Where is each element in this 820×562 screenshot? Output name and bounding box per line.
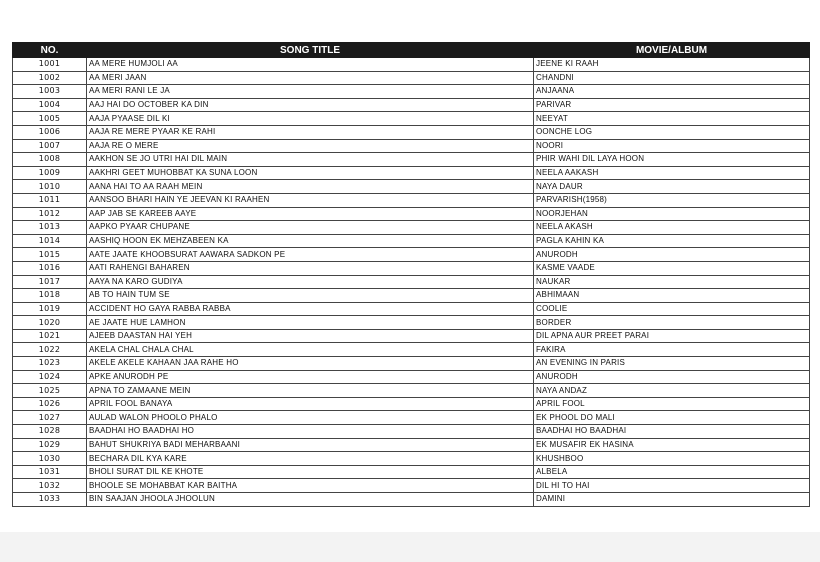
movie-album: EK MUSAFIR EK HASINA xyxy=(534,438,810,452)
movie-album: NAYA DAUR xyxy=(534,180,810,194)
song-number: 1023 xyxy=(13,357,87,371)
table-row xyxy=(13,465,810,479)
table-row xyxy=(13,479,810,493)
song-number: 1027 xyxy=(13,411,87,425)
song-title: BECHARA DIL KYA KARE xyxy=(87,452,534,466)
song-title: AA MERI RANI LE JA xyxy=(87,85,534,99)
movie-album: OONCHE LOG xyxy=(534,125,810,139)
table-row xyxy=(13,261,810,275)
song-number: 1032 xyxy=(13,479,87,493)
footer-band xyxy=(0,532,820,562)
movie-album: COOLIE xyxy=(534,302,810,316)
song-title: AAP JAB SE KAREEB AAYE xyxy=(87,207,534,221)
table-row xyxy=(13,207,810,221)
song-title: AKELE AKELE KAHAAN JAA RAHE HO xyxy=(87,357,534,371)
song-title: AATI RAHENGI BAHAREN xyxy=(87,261,534,275)
table-row xyxy=(13,452,810,466)
song-title: APKE ANURODH PE xyxy=(87,370,534,384)
movie-album: PAGLA KAHIN KA xyxy=(534,234,810,248)
song-title: AAJA PYAASE DIL KI xyxy=(87,112,534,126)
song-title: AATE JAATE KHOOBSURAT AAWARA SADKON PE xyxy=(87,248,534,262)
song-number: 1013 xyxy=(13,221,87,235)
song-title: BAHUT SHUKRIYA BADI MEHARBAANI xyxy=(87,438,534,452)
table-row xyxy=(13,425,810,439)
song-number: 1016 xyxy=(13,261,87,275)
movie-album: NOORI xyxy=(534,139,810,153)
song-title: BIN SAAJAN JHOOLA JHOOLUN xyxy=(87,493,534,507)
table-row xyxy=(13,71,810,85)
song-title: AAYA NA KARO GUDIYA xyxy=(87,275,534,289)
song-title: AA MERE HUMJOLI AA xyxy=(87,58,534,72)
song-title: AAKHON SE JO UTRI HAI DIL MAIN xyxy=(87,153,534,167)
table-row xyxy=(13,329,810,343)
table-row xyxy=(13,166,810,180)
song-rows xyxy=(13,58,810,507)
song-number: 1021 xyxy=(13,329,87,343)
song-number: 1020 xyxy=(13,316,87,330)
table-row xyxy=(13,493,810,507)
movie-album: NOORJEHAN xyxy=(534,207,810,221)
song-title: AANSOO BHARI HAIN YE JEEVAN KI RAAHEN xyxy=(87,193,534,207)
song-title: AKELA CHAL CHALA CHAL xyxy=(87,343,534,357)
song-number: 1019 xyxy=(13,302,87,316)
song-number: 1030 xyxy=(13,452,87,466)
song-title: AB TO HAIN TUM SE xyxy=(87,289,534,303)
song-title: BHOLI SURAT DIL KE KHOTE xyxy=(87,465,534,479)
movie-album: ABHIMAAN xyxy=(534,289,810,303)
song-title: AAPKO PYAAR CHUPANE xyxy=(87,221,534,235)
song-number: 1006 xyxy=(13,125,87,139)
table-row xyxy=(13,411,810,425)
song-number: 1017 xyxy=(13,275,87,289)
table-row xyxy=(13,370,810,384)
song-number: 1010 xyxy=(13,180,87,194)
movie-album: BORDER xyxy=(534,316,810,330)
song-title: AULAD WALON PHOOLO PHALO xyxy=(87,411,534,425)
song-title: AASHIQ HOON EK MEHZABEEN KA xyxy=(87,234,534,248)
movie-album: APRIL FOOL xyxy=(534,397,810,411)
table-row xyxy=(13,248,810,262)
song-title: AAKHRI GEET MUHOBBAT KA SUNA LOON xyxy=(87,166,534,180)
table-row xyxy=(13,438,810,452)
movie-album: NEELA AAKASH xyxy=(534,166,810,180)
movie-album: EK PHOOL DO MALI xyxy=(534,411,810,425)
song-number: 1007 xyxy=(13,139,87,153)
movie-album: PARVARISH(1958) xyxy=(534,193,810,207)
table-row xyxy=(13,384,810,398)
table-row xyxy=(13,302,810,316)
movie-album: NAYA ANDAZ xyxy=(534,384,810,398)
song-number: 1028 xyxy=(13,425,87,439)
song-title: APNA TO ZAMAANE MEIN xyxy=(87,384,534,398)
song-title: AANA HAI TO AA RAAH MEIN xyxy=(87,180,534,194)
song-title: AE JAATE HUE LAMHON xyxy=(87,316,534,330)
movie-album: JEENE KI RAAH xyxy=(534,58,810,72)
table-row xyxy=(13,316,810,330)
song-table xyxy=(12,42,810,507)
song-number: 1015 xyxy=(13,248,87,262)
song-number: 1018 xyxy=(13,289,87,303)
movie-album: ANURODH xyxy=(534,370,810,384)
song-number: 1001 xyxy=(13,58,87,72)
table-row xyxy=(13,221,810,235)
header-song-title: SONG TITLE xyxy=(87,43,534,58)
table-row xyxy=(13,193,810,207)
table-row xyxy=(13,125,810,139)
movie-album: KHUSHBOO xyxy=(534,452,810,466)
table-row xyxy=(13,289,810,303)
table-row xyxy=(13,357,810,371)
table-row xyxy=(13,98,810,112)
song-title: BAADHAI HO BAADHAI HO xyxy=(87,425,534,439)
table-row xyxy=(13,234,810,248)
header-no: NO. xyxy=(13,43,87,58)
movie-album: FAKIRA xyxy=(534,343,810,357)
movie-album: NEEYAT xyxy=(534,112,810,126)
table-row xyxy=(13,58,810,72)
song-number: 1033 xyxy=(13,493,87,507)
song-number: 1026 xyxy=(13,397,87,411)
song-number: 1031 xyxy=(13,465,87,479)
table-row xyxy=(13,343,810,357)
song-title: AA MERI JAAN xyxy=(87,71,534,85)
movie-album: PHIR WAHI DIL LAYA HOON xyxy=(534,153,810,167)
song-number: 1005 xyxy=(13,112,87,126)
song-number: 1009 xyxy=(13,166,87,180)
song-title: BHOOLE SE MOHABBAT KAR BAITHA xyxy=(87,479,534,493)
song-number: 1014 xyxy=(13,234,87,248)
header-row xyxy=(13,43,810,58)
table-row xyxy=(13,153,810,167)
movie-album: BAADHAI HO BAADHAI xyxy=(534,425,810,439)
movie-album: NEELA AKASH xyxy=(534,221,810,235)
song-title: AJEEB DAASTAN HAI YEH xyxy=(87,329,534,343)
table-row xyxy=(13,85,810,99)
song-number: 1029 xyxy=(13,438,87,452)
movie-album: KASME VAADE xyxy=(534,261,810,275)
song-number: 1012 xyxy=(13,207,87,221)
movie-album: DIL HI TO HAI xyxy=(534,479,810,493)
movie-album: NAUKAR xyxy=(534,275,810,289)
movie-album: PARIVAR xyxy=(534,98,810,112)
movie-album: ANURODH xyxy=(534,248,810,262)
table-row xyxy=(13,139,810,153)
song-title: APRIL FOOL BANAYA xyxy=(87,397,534,411)
song-number: 1025 xyxy=(13,384,87,398)
song-number: 1011 xyxy=(13,193,87,207)
movie-album: AN EVENING IN PARIS xyxy=(534,357,810,371)
table-row xyxy=(13,397,810,411)
song-number: 1022 xyxy=(13,343,87,357)
song-number: 1024 xyxy=(13,370,87,384)
song-title: ACCIDENT HO GAYA RABBA RABBA xyxy=(87,302,534,316)
table-row xyxy=(13,180,810,194)
song-number: 1003 xyxy=(13,85,87,99)
movie-album: CHANDNI xyxy=(534,71,810,85)
movie-album: DAMINI xyxy=(534,493,810,507)
header-movie-album: MOVIE/ALBUM xyxy=(534,43,810,58)
song-number: 1002 xyxy=(13,71,87,85)
song-title: AAJ HAI DO OCTOBER KA DIN xyxy=(87,98,534,112)
table-row xyxy=(13,275,810,289)
movie-album: ALBELA xyxy=(534,465,810,479)
song-number: 1008 xyxy=(13,153,87,167)
movie-album: ANJAANA xyxy=(534,85,810,99)
song-title: AAJA RE MERE PYAAR KE RAHI xyxy=(87,125,534,139)
song-number: 1004 xyxy=(13,98,87,112)
movie-album: DIL APNA AUR PREET PARAI xyxy=(534,329,810,343)
table-row xyxy=(13,112,810,126)
song-title: AAJA RE O MERE xyxy=(87,139,534,153)
